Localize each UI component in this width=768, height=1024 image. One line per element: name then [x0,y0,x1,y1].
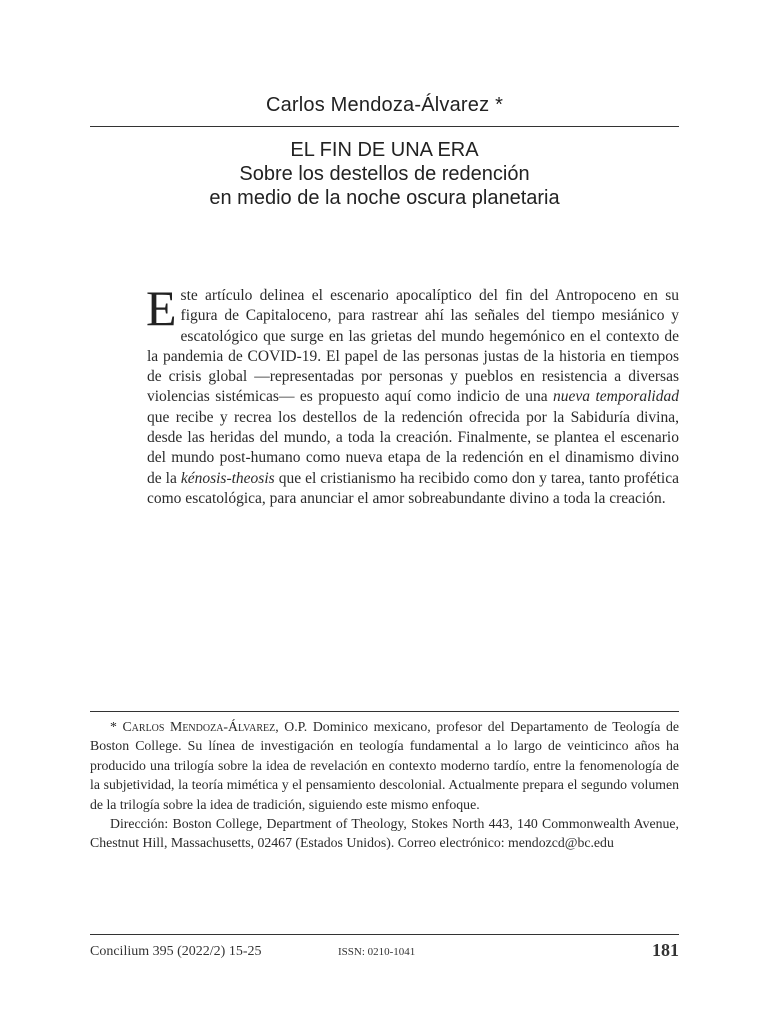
subtitle-line-1: Sobre los destellos de redención [239,163,530,185]
abstract-italic-2: kénosis-theosis [180,469,275,487]
subtitle-line-2: en medio de la noche oscura planetaria [209,187,560,209]
footnote-bio [90,717,679,814]
article-title [90,138,679,210]
author-name: Carlos Mendoza-Álvarez * [265,94,504,116]
footnote-author-name: Carlos Mendoza-Álvarez [122,719,276,734]
page-footer [90,940,679,964]
header-rule [90,126,679,127]
footnote-marker: * [110,719,123,734]
journal-citation: Concilium 395 (2022/2) 15-25 [90,944,262,959]
footnote-address: Dirección: Boston College, Department of Theology, Stokes North 443, 140 Commonwealth Avenue, Chestnut Hill, Massachusetts, 02467 (Estados Unidos). Correo electrónico: mendozcd@bc.edu [90,816,679,851]
issn: ISSN: 0210-1041 [338,946,416,958]
drop-cap: E [146,280,177,336]
abstract-italic-1: nueva temporalidad [553,388,679,406]
abstract-text-1: ste artículo delinea el escenario apocalíptico del fin del Antropoceno en su figura de Capitaloceno, para rastrear ahí las señales del tiempo mesiánico y escatológico que surge en las grietas del mundo hegemónico en el contexto de la pandemia de COVID-19. El papel de las personas justas de la historia en tiempos de crisis global —representadas por personas y pueblos en resistencia a diversas violencias sistémicas— es propuesto aquí como indicio de una [147,287,679,406]
abstract-text-3: que el cristianismo ha recibido como don y tarea, tanto profética como escatológica, para anunciar el amor sobreabundante divino a toda la creación. [147,469,679,507]
footer-rule [90,934,679,935]
abstract-text-2: que recibe y recrea los destellos de la redención ofrecida por la Sabiduría divina, desde las heridas del mundo, a toda la creación. Finalmente, se plantea el escenario del mundo post-humano como nueva etapa de la redención en el dinamismo divino de la [147,408,679,487]
page-number: 181 [652,940,679,960]
abstract [146,280,679,509]
footnote-rule [90,711,679,712]
footnote-bio-text: , O.P. Dominico mexicano, profesor del Departamento de Teología de Boston College. Su línea de investigación en teología fundamental a lo largo de veinticinco años ha producido una trilogía sobre la idea de revelación en contexto moderno tardío, entre la fenomenología de la subjetividad, la teoría mimética y el pensamiento descolonial. Actualmente prepara el segundo volumen de la trilogía sobre la idea de tradición, siguiendo este mismo enfoque. [90,719,679,812]
title-line-1: EL FIN DE UNA ERA [290,139,479,161]
author-footnote [90,717,679,853]
